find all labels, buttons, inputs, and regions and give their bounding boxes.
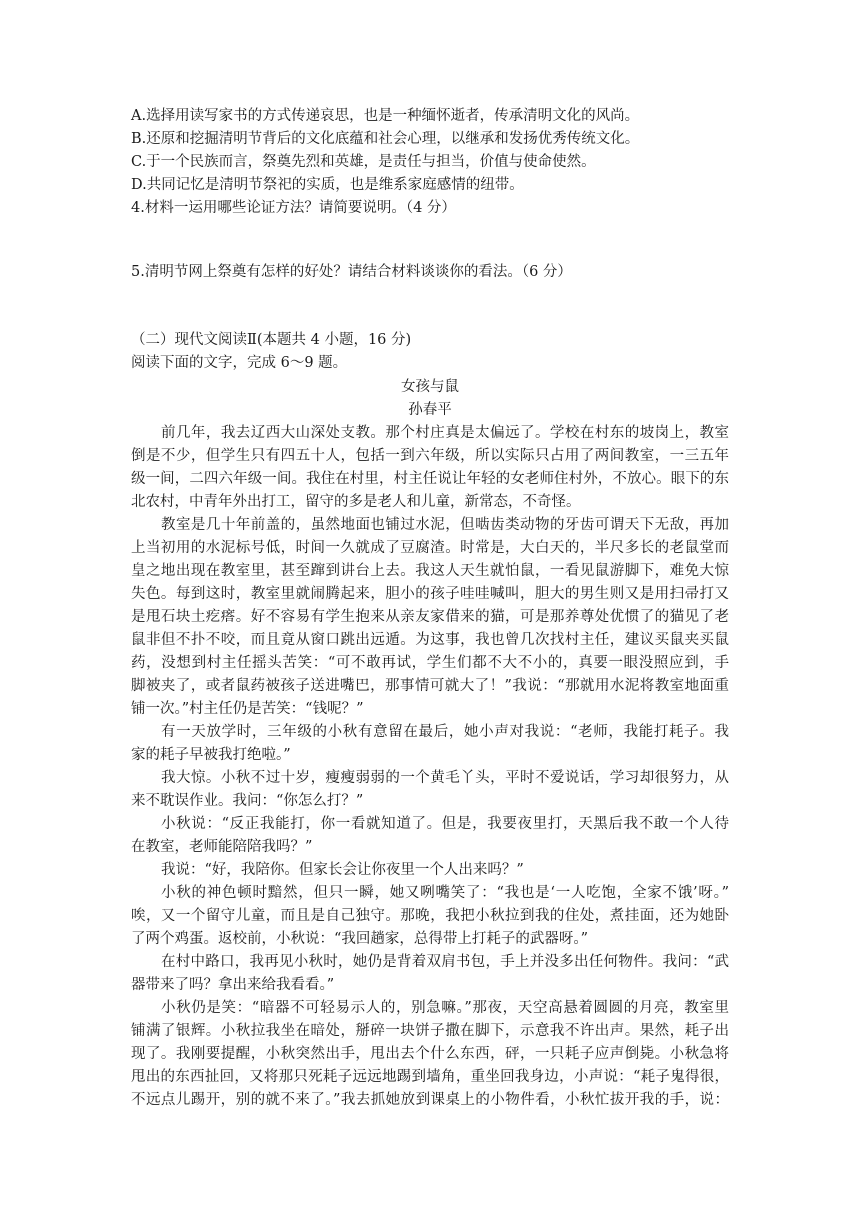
paragraph-line: 上当初用的水泥标号低，时间一久就成了豆腐渣。时常是，大白天的，半尺多长的老鼠堂而 xyxy=(131,540,729,556)
paragraph-line: 鼠非但不扑不咬，而且竟从窗口跳出远遁。为这事，我也曾几次找村主任，建议买鼠夹买鼠 xyxy=(131,632,729,648)
paragraph-line: 前几年，我去辽西大山深处支教。那个村庄真是太偏远了。学校在村东的坡岗上，教室 xyxy=(161,425,729,441)
paragraph-line: 倒是不少，但学生只有四五十人，包括一到六年级，所以实际只占用了两间教室，一三五年 xyxy=(131,448,729,464)
question-4: 4.材料一运用哪些论证方法？请简要说明。（4 分） xyxy=(131,200,456,216)
paragraph-line: 现了。我刚要提醒，小秋突然出手，甩出去个什么东西，砰，一只耗子应声倒毙。小秋急将 xyxy=(131,1046,729,1062)
paragraph-line: 我大惊。小秋不过十岁，瘦瘦弱弱的一个黄毛丫头，平时不爱说话，学习却很努力，从 xyxy=(161,770,729,786)
paragraph-line: 甩出的东西扯回，又将那只死耗子远远地踢到墙角，重坐回我身边，小声说：“耗子鬼得很， xyxy=(131,1069,729,1085)
paragraph-line: 器带来了吗？拿出来给我看看。” xyxy=(131,977,335,993)
paragraph-line: 小秋的神色顿时黯然，但只一瞬，她又咧嘴笑了：“我也是‘一人吃饱，全家不饿’呀。” xyxy=(161,885,729,901)
option-b: B.还原和挖掘清明节背后的文化底蕴和社会心理，以继承和发扬优秀传统文化。 xyxy=(131,131,640,147)
paragraph-line: 脚被夹了，或者鼠药被孩子送进嘴巴，那事情可就大了！”我说：“那就用水泥将教室地面重 xyxy=(131,678,729,694)
paragraph-line: 在教室，老师能陪陪我吗？” xyxy=(131,839,313,855)
paragraph-line: 教室是几十年前盖的，虽然地面也铺过水泥，但啮齿类动物的牙齿可谓天下无敌，再加 xyxy=(161,517,729,533)
paragraph-line: 皇之地出现在教室里，甚至蹿到讲台上去。我这人天生就怕鼠，一看见鼠游脚下，难免大惊 xyxy=(131,563,729,579)
paragraph-line: 唉，又一个留守儿童，而且是自己独守。那晚，我把小秋拉到我的住处，煮挂面，还为她卧 xyxy=(131,908,729,924)
story-title: 女孩与鼠 xyxy=(401,379,459,395)
paragraph-line: 不远点儿踢开，别的就不来了。”我去抓她放到课桌上的小物件看，小秋忙拔开我的手，说： xyxy=(131,1092,729,1108)
option-d: D.共同记忆是清明节祭祀的实质，也是维系家庭感情的纽带。 xyxy=(131,177,524,193)
paragraph-line: 小秋说：“反正我能打，你一看就知道了。但是，我要夜里打，天黑后我不敢一个人待 xyxy=(161,816,729,832)
paragraph-line: 药，没想到村主任摇头苦笑：“可不敢再试，学生们都不大不小的，真要一眼没照应到，手 xyxy=(131,655,729,671)
option-c: C.于一个民族而言，祭奠先烈和英雄，是责任与担当，价值与使命使然。 xyxy=(131,154,596,170)
paragraph-line: 家的耗子早被我打绝啦。” xyxy=(131,747,291,763)
paragraph-line: 是甩石块土疙瘩。好不容易有学生抱来从亲友家借来的猫，可是那养尊处优惯了的猫见了老 xyxy=(131,609,729,625)
paragraph-line: 我说：“好，我陪你。但家长会让你夜里一个人出来吗？” xyxy=(161,862,524,878)
option-a: A.选择用读写家书的方式传递哀思，也是一种缅怀逝者，传承清明文化的风尚。 xyxy=(131,108,640,124)
paragraph-line: 级一间，二四六年级一间。我住在村里，村主任说让年轻的女老师住村外，不放心。眼下的东 xyxy=(131,471,729,487)
section-header: （二）现代文阅读Ⅱ(本题共 4 小题，16 分) xyxy=(131,332,412,348)
paragraph-line: 有一天放学时，三年级的小秋有意留在最后，她小声对我说：“老师，我能打耗子。我 xyxy=(161,724,729,740)
story-author: 孙春平 xyxy=(408,402,452,418)
paragraph-line: 来不耽误作业。我问：“你怎么打？” xyxy=(131,793,364,809)
question-5: 5.清明节网上祭奠有怎样的好处？请结合材料谈谈你的看法。（6 分） xyxy=(131,264,572,280)
paragraph-line: 失色。每到这时，教室里就闹腾起来，胆小的孩子哇哇喊叫，胆大的男生则又是用扫帚打又 xyxy=(131,586,729,602)
paragraph-line: 铺满了银辉。小秋拉我坐在暗处，掰碎一块饼子撒在脚下，示意我不许出声。果然，耗子出 xyxy=(131,1023,729,1039)
reading-instruction: 阅读下面的文字，完成 6～9 题。 xyxy=(131,355,348,371)
paragraph-line: 了两个鸡蛋。返校前，小秋说：“我回趟家，总得带上打耗子的武器呀。” xyxy=(131,931,589,947)
paragraph-line: 北农村，中青年外出打工，留守的多是老人和儿童，新常态，不奇怪。 xyxy=(131,494,581,510)
paragraph-line: 铺一次。”村主任仍是苦笑：“钱呢？” xyxy=(131,701,364,717)
paragraph-line: 在村中路口，我再见小秋时，她仍是背着双肩书包，手上并没多出任何物件。我问：“武 xyxy=(161,954,729,970)
paragraph-line: 小秋仍是笑：“暗器不可轻易示人的，别急嘛。”那夜，天空高悬着圆圆的月亮，教室里 xyxy=(161,1000,729,1016)
